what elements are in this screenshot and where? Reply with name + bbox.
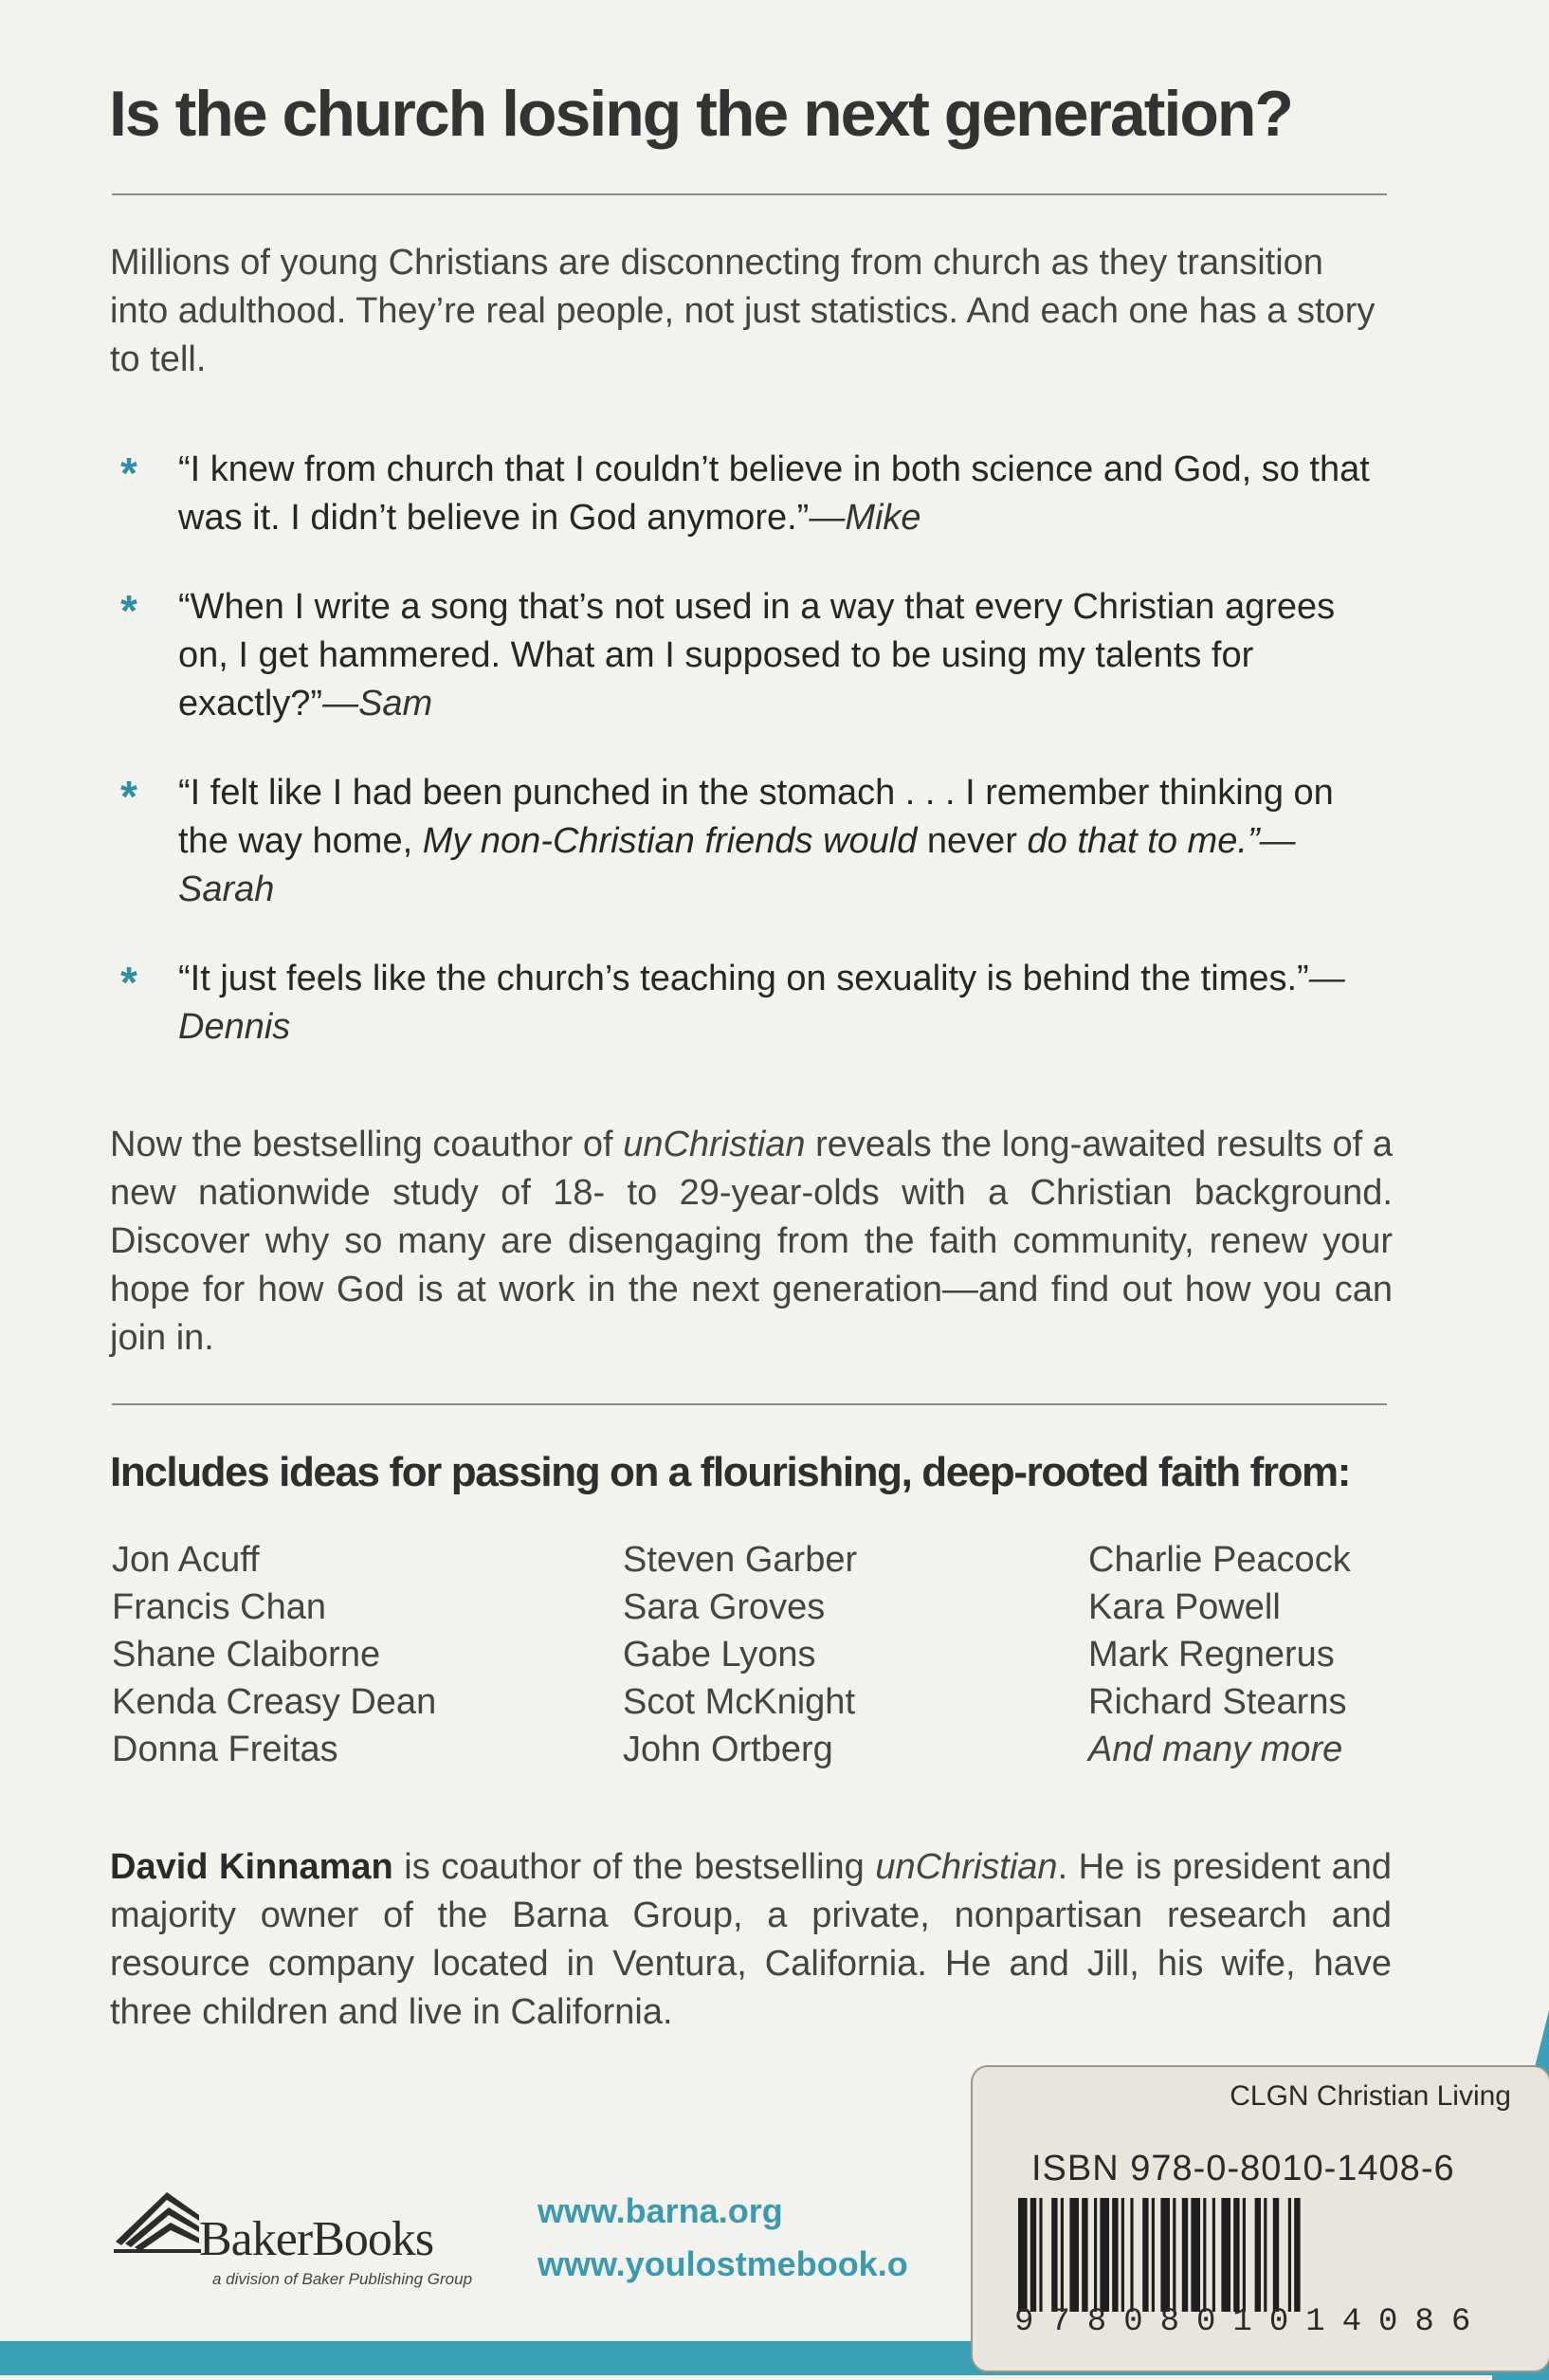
quote-emphasis: do that to me. [1027, 821, 1248, 861]
quote-attribution: —Sam [322, 684, 433, 723]
isbn-sticker [971, 2065, 1549, 2372]
website-link[interactable]: www.youlostmebook.o [538, 2244, 908, 2283]
quote-item [110, 583, 1390, 728]
book-title: unChristian [623, 1125, 806, 1164]
asterisk-icon: * [120, 449, 137, 498]
contributors-more: And many more [1088, 1730, 1343, 1769]
quote-attribution: —Sarah [178, 821, 1296, 909]
contributor-name: John Ortberg [623, 1730, 833, 1769]
quote-emphasis: My non-Christian friends would [422, 821, 918, 861]
quote-list [110, 446, 1390, 1092]
asterisk-icon: * [120, 772, 137, 821]
quote-attribution: —Mike [809, 498, 921, 538]
description-after: reveals the long-awaited results of a new nationwide study of 18- to 29-year-olds with a Christian background. Discover why so many are disengaging from the faith community, renew your hope for how God is at work in the next generation—and find out how you can join in. [110, 1125, 1393, 1358]
website-link[interactable]: www.barna.org [538, 2191, 783, 2230]
contributor-name: Sara Groves [623, 1587, 826, 1627]
sticker-category: CLGN Christian Living [1230, 2080, 1511, 2112]
bakerbooks-logo-icon [112, 2173, 203, 2259]
headline: Is the church losing the next generation? [109, 78, 1292, 150]
quote-item [110, 955, 1390, 1052]
contributor-name: Donna Freitas [112, 1730, 338, 1769]
bio-before: is coauthor of the bestselling [392, 1847, 876, 1887]
contributor-name: Kenda Creasy Dean [112, 1682, 437, 1722]
description-paragraph [110, 1121, 1393, 1363]
divider-top [112, 193, 1387, 195]
quote-item [110, 446, 1390, 542]
quote-text: “It just feels like the church’s teaching on sexuality is behind the times.” [178, 959, 1309, 998]
contributors-column-3 [1088, 1536, 1351, 1773]
divider-middle [112, 1403, 1387, 1405]
contributors-column-1 [112, 1536, 436, 1773]
publisher-logo [112, 2173, 519, 2297]
barcode-icon [1018, 2198, 1530, 2312]
description-before: Now the bestselling coauthor of [110, 1125, 624, 1164]
contributor-name: Charlie Peacock [1088, 1540, 1351, 1580]
contributor-name: Jon Acuff [112, 1540, 260, 1580]
contributor-name: Francis Chan [112, 1587, 326, 1627]
publisher-subtitle: a division of Baker Publishing Group [212, 2270, 473, 2288]
intro-paragraph: Millions of young Christians are disconnecting from church as they transition into adulthood. They’re real people, not just statistics. And each one has a story to tell. [110, 243, 1376, 379]
quote-text-mid: never [917, 821, 1028, 861]
quote-close: ” [1247, 821, 1260, 861]
website-list [538, 2185, 908, 2291]
quote-text: “When I write a song that’s not used in a way that every Christian agrees on, I get hammered. What am I supposed to be using my talents for exactly?” [178, 587, 1336, 723]
contributor-name: Mark Regnerus [1088, 1635, 1335, 1675]
quote-text: “I felt like I had been punched in the stomach . . . I remember thinking on the way home, [178, 773, 1334, 861]
includes-heading: Includes ideas for passing on a flourishing, deep-rooted faith from: [110, 1449, 1351, 1495]
contributor-name: Gabe Lyons [623, 1635, 816, 1675]
sticker-isbn: ISBN 978-0-8010-1408-6 [1031, 2149, 1455, 2188]
contributor-name: Steven Garber [623, 1540, 858, 1580]
contributor-name: Richard Stearns [1088, 1682, 1347, 1722]
asterisk-icon: * [120, 586, 137, 635]
author-name: David Kinnaman [110, 1847, 393, 1887]
contributor-name: Kara Powell [1088, 1587, 1281, 1627]
publisher-name: BakerBooks [199, 2212, 434, 2266]
contributor-name: Shane Claiborne [112, 1635, 381, 1675]
bio-after: . He is president and majority owner of the Barna Group, a private, nonpartisan research and resource company located in Ventura, California. He and Jill, his wife, have three children and live in California. [110, 1847, 1393, 2032]
quote-text: “I knew from church that I couldn’t believe in both science and God, so that was it. I didn’t believe in God anymore.” [178, 449, 1370, 538]
contributor-name: Scot McKnight [623, 1682, 855, 1722]
book-title: unChristian [875, 1847, 1058, 1887]
contributors-column-2 [623, 1536, 857, 1773]
quote-item [110, 769, 1390, 914]
barcode-digits: 9780801014086 [1014, 2304, 1488, 2340]
asterisk-icon: * [120, 958, 137, 1007]
quote-attribution: —Dennis [178, 959, 1345, 1047]
author-bio [110, 1843, 1392, 2037]
